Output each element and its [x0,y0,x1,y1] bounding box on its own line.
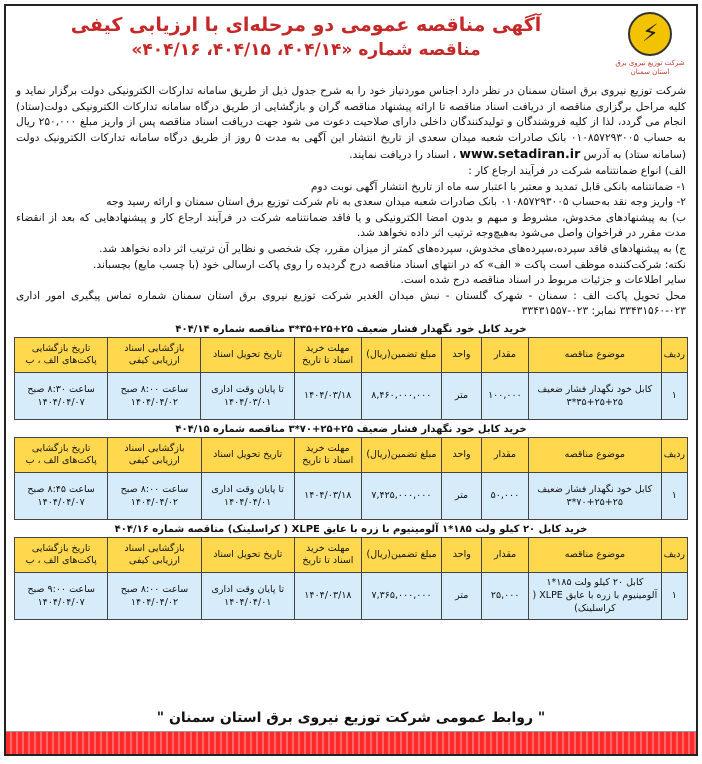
table-cell: تا پایان وقت اداری ۱۴۰۴/۰۳/۰۱ [201,372,294,419]
table-row [15,572,688,619]
column-header: مهلت خرید اسناد تا تاریخ [294,437,361,472]
table-header-row [15,537,688,572]
tender-table-title: خرید کابل خود نگهدار فشار ضعیف ۲۵+۲۵+۳۵*۳ مناقصه شماره ۴۰۴/۱۴ [175,323,527,335]
table-cell: ۷,۳۶۵,۰۰۰,۰۰۰ [361,572,441,619]
table-header-row [15,437,688,472]
item-text: ۱- ضمانتنامه بانکی قابل تمدید و معتبر با اعتبار سه ماه از تاریخ انتشار آگهی نوبت دوم [310,180,686,193]
table-cell: ۱۴۰۴/۰۳/۱۸ [294,472,361,519]
table-cell: تا پایان وقت اداری ۱۴۰۴/۰۴/۰۱ [201,572,294,619]
table-cell: ۱۰۰,۰۰۰ [481,372,528,419]
item-text: نکته: شرکت‌کننده موظف است پاکت « الف» که در انتهای اسناد مناقصه درج گردیده را روی پاکت ارسالی خود (با چسب مایع) بچسباند. [93,258,686,271]
column-header: مقدار [482,537,529,572]
table-cell: ساعت ۹:۰۰ صبح ۱۴۰۴/۰۴/۰۷ [15,572,108,619]
table-cell: متر [442,572,482,619]
table-cell: ۱ [661,572,687,619]
table-cell: ۱ [661,472,687,519]
table-cell: ۱ [661,372,687,419]
tender-table-title: خرید کابل ۲۰ کیلو ولت ۱۸۵*۱ آلومینیوم با زره با عایق XLPE ( کراسلینک) مناقصه شماره ۴۰۴/۱۶ [114,523,588,535]
table-cell: ساعت ۸:۰۰ صبح ۱۴۰۴/۰۴/۰۲ [108,472,201,519]
table-cell: متر [442,472,482,519]
column-header: مقدار [482,437,529,472]
table-cell: کابل ۲۰ کیلو ولت ۱۸۵*۱ آلومینیوم با زره با عایق XLPE ( کراسلینک) [529,572,662,619]
column-header: تاریخ بازگشایی پاکت‌های الف ، ب [15,537,108,572]
table-cell: ساعت ۸:۰۰ صبح ۱۴۰۴/۰۴/۰۲ [108,572,201,619]
table-cell: کابل خود نگهدار فشار ضعیف ۲۵+۲۵+۷۰*۳ [528,472,661,519]
page-title [26,12,586,62]
table-row [15,372,688,419]
table-header-row [15,337,688,372]
advertisement-body [6,84,696,320]
table-cell: ساعت ۸:۴۵ صبح ۱۴۰۴/۰۴/۰۷ [15,472,108,519]
column-header: واحد [442,537,482,572]
column-header: موضوع مناقصه [529,537,662,572]
tender-tables [6,324,696,620]
column-header: واحد [442,437,482,472]
column-header: مقدار [481,337,528,372]
column-header: مبلغ تضمین(ریال) [361,437,441,472]
column-header: ردیف [661,537,687,572]
column-header: تاریخ تحویل اسناد [201,537,294,572]
tender-table-title: خرید کابل خود نگهدار فشار ضعیف ۲۵+۲۵+۷۰*۳ مناقصه شماره ۴۰۴/۱۵ [175,423,527,435]
table-cell: ۵۰,۰۰۰ [482,472,529,519]
column-header: موضوع مناقصه [528,337,661,372]
item-text: ۲- واریز وجه نقد به‌حساب ۰۱۰۸۵۷۲۹۳۰۰۵ بانک صادرات شعبه میدان سعدی به نام شرکت توزیع برق استان سمنان و ارائه رسید وجه [106,196,686,209]
column-header: ردیف [661,337,687,372]
column-header: تاریخ تحویل اسناد [201,337,294,372]
column-header: تاریخ تحویل اسناد [201,437,294,472]
column-header: بازگشایی اسناد ارزیابی کیفی [108,437,201,472]
table-cell: متر [442,372,482,419]
table-cell: ساعت ۸:۳۰ صبح ۱۴۰۴/۰۴/۰۷ [15,372,108,419]
column-header: تاریخ بازگشایی پاکت‌های الف ، ب [15,437,108,472]
column-header: مبلغ تضمین(ریال) [361,337,441,372]
title-line-1: آگهی مناقصه عمومی دو مرحله‌ای با ارزیابی کیفی [70,14,542,36]
tender-table [14,537,688,620]
item-text: محل تحویل پاکت الف : سمنان - شهرک گلستان - نبش میدان الغدیر شرکت توزیع نیروی برق استان سمنان شماره تماس پیگیری امور اداری ۰۲۳-۳۳۴۳۱۵۶۰ نمابر: ۰۲۳-۳۳۴۳۱۵۵۷ [16,289,686,318]
tender-table [14,437,688,520]
column-header: بازگشایی اسناد ارزیابی کیفی [108,537,201,572]
header [6,6,696,84]
column-header: بازگشایی اسناد ارزیابی کیفی [108,337,201,372]
tender-table [14,337,688,420]
company-logo [610,12,690,76]
decorative-bottom-bar [6,731,696,754]
column-header: واحد [442,337,482,372]
item-text: ج) به پیشنهادهای فاقد سپرده،سپرده‌های مخدوش، سپرده‌های کمتر از میزان مقرر، چک شخصی و نظایر آن ترتیب اثر داده نخواهد شد. [99,242,686,255]
lightning-bolt-icon: ⚡ [628,12,672,56]
table-cell: ۷,۴۲۵,۰۰۰,۰۰۰ [361,472,441,519]
table-cell: ۱۴۰۴/۰۳/۱۸ [294,572,361,619]
intro-paragraph: شرکت توزیع نیروی برق استان سمنان در نظر دارد اجناس موردنیاز خود را به شرح جدول ذیل از طریق سامانه تدارکات الکترونیکی دولت برگزار نماید و کلیه مراحل برگزاری مناقصه از دریافت اسناد مناقصه تا ارائه پیشنهاد مناقصه گران و بازگشایی از طریق درگاه سامانه تدارکات الکترونیکی دولت(ستاد) انجام می گردد، لذا از کلیه فروشندگان و تولیدکنندگان داخلی دارای صلاحیت دعوت می شود جهت دریافت اسناد مناقصه پس از واریز مبلغ ۲۵۰,۰۰۰ ریال به حساب ۰۱۰۸۵۷۲۹۳۰۰۵ بانک صادرات شعبه میدان سعدی از تاریخ انتشار این آگهی به مدت ۵ روز از طریق درگاه سامانه تدارکات الکترونیک دولت (سامانه ستاد) به آدرس www.setadiran.ir ، اسناد را دریافت نمایند. [16,85,686,162]
column-header: ردیف [661,437,687,472]
column-header: مهلت خرید اسناد تا تاریخ [294,537,361,572]
table-row [15,472,688,519]
table-cell: کابل خود نگهدار فشار ضعیف ۲۵+۲۵+۳۵*۳ [528,372,661,419]
column-header: مبلغ تضمین(ریال) [361,537,441,572]
column-header: موضوع مناقصه [528,437,661,472]
table-cell: ۲۵,۰۰۰ [482,572,529,619]
table-cell: ۸,۴۶۰,۰۰۰,۰۰۰ [361,372,441,419]
table-cell: تا پایان وقت اداری ۱۴۰۴/۰۴/۰۱ [201,472,294,519]
column-header: تاریخ بازگشایی پاکت‌های الف ، ب [15,337,108,372]
table-cell: ۱۴۰۴/۰۳/۱۸ [294,372,361,419]
website-link[interactable]: www.setadiran.ir [459,146,581,162]
item-text: ب) به پیشنهادهای مخدوش، مشروط و مبهم و بدون امضا الکترونیکی و یا فاقد ضمانتنامه شرکت در فرآیند ارجاع کار و پیشنهادهایی که بعد از انقضاء مدت مقرر در فراخوان واصل می‌شود به‌هیچ‌وجه ترتیب اثر داده نخواهد شد. [16,211,686,240]
footer-signature: " روابط عمومی شرکت توزیع نیروی برق استان سمنان " [156,710,546,726]
advertisement-page [4,4,698,756]
item-text: سایر اطلاعات و جزئیات مربوط در اسناد مناقصه درج شده است. [400,274,686,287]
title-line-2: مناقصه شماره «۴۰۴/۱۴، ۴۰۴/۱۵، ۴۰۴/۱۶» [131,40,481,60]
table-cell: ساعت ۸:۰۰ صبح ۱۴۰۴/۰۴/۰۲ [108,372,201,419]
item-text: الف) انواع ضمانتنامه شرکت در فرآیند ارجاع کار : [468,164,686,177]
logo-text: شرکت توزیع نیروی برق استان سمنان [615,59,685,76]
column-header: مهلت خرید اسناد تا تاریخ [294,337,361,372]
